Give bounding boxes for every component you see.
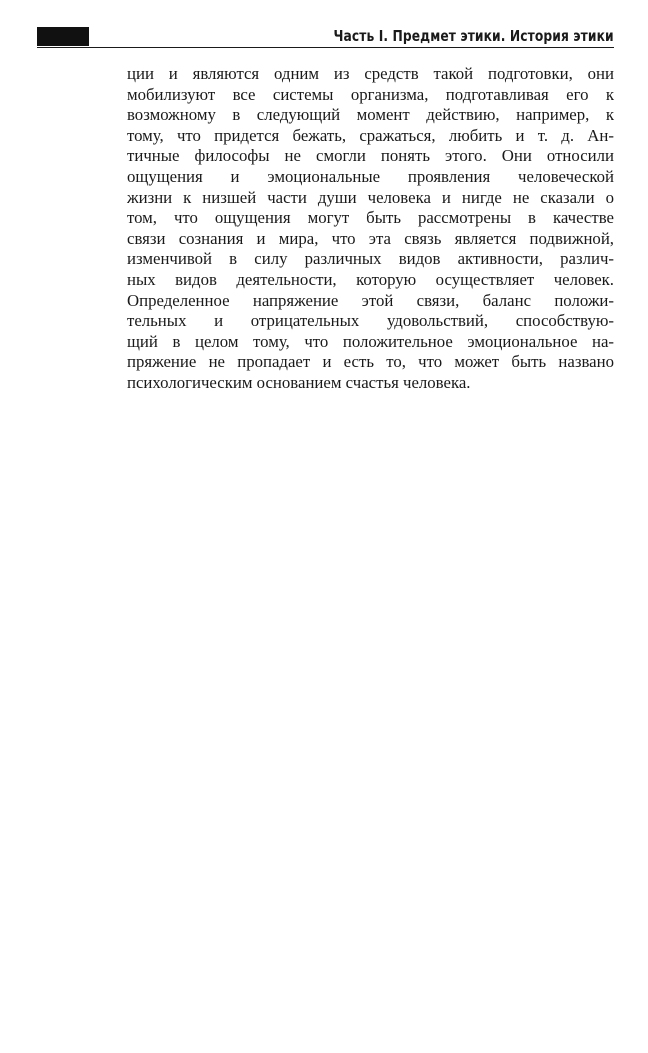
text-line: тому, что придется бежать, сражаться, любить и т. д. Ан- <box>127 125 614 145</box>
text-line: пряжение не пропадает и есть то, что может быть названо <box>127 352 614 372</box>
text-line: ции и являются одним из средств такой подготовки, они <box>127 64 614 83</box>
text-line: мобилизуют все системы организма, подготавливая его к <box>127 84 614 104</box>
body-text <box>127 64 614 394</box>
text-line: изменчивой в силу различных видов активности, различ- <box>127 249 614 269</box>
text-line: ных видов деятельности, которую осуществляет человек. <box>127 269 614 289</box>
text-line: тельных и отрицательных удовольствий, способствую- <box>127 311 614 331</box>
text-line: психологическим основанием счастья человека. <box>127 372 471 392</box>
text-line: том, что ощущения могут быть рассмотрены в качестве <box>127 208 614 228</box>
text-line: щий в целом тому, что положительное эмоциональное на- <box>127 331 614 351</box>
text-line: жизни к низшей части души человека и нигде не сказали о <box>127 187 614 207</box>
text-line: возможному в следующий момент действию, например, к <box>127 105 614 125</box>
text-line: Определенное напряжение этой связи, баланс положи- <box>127 290 614 310</box>
running-head <box>37 25 614 48</box>
text-line: ощущения и эмоциональные проявления человеческой <box>127 166 614 186</box>
header-black-bar <box>37 27 89 46</box>
running-head-title: Часть I. Предмет этики. История этики <box>333 27 614 45</box>
text-line: связи сознания и мира, что эта связь является подвижной, <box>127 228 614 248</box>
text-line: тичные философы не смогли понять этого. Они относили <box>127 146 614 166</box>
